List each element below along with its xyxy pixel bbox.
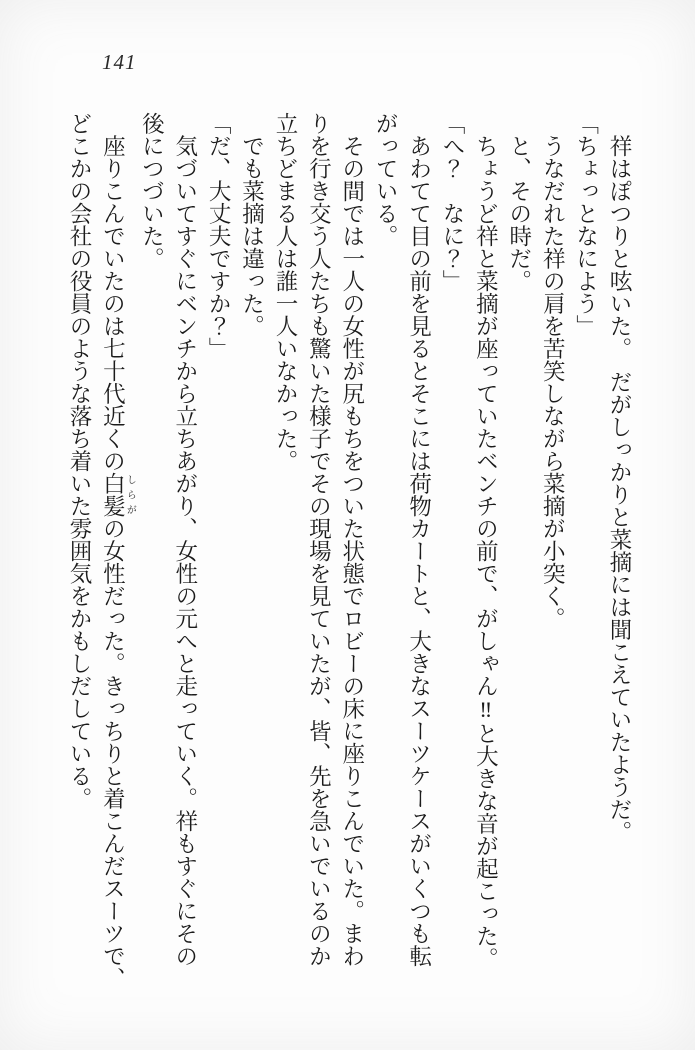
text-column: りを行き交う人たちも驚いた様子でその現場を見ていたが、皆、先を急いでいるのか [306,112,332,967]
ruby-text: しらが [124,472,136,517]
text-column: 「だ、大丈夫ですか？」 [206,112,232,360]
page-number: 141 [102,50,137,74]
text-column: 祥はぽつりと呟いた。 だがしっかりと菜摘には聞こえていたようだ。 [607,112,632,844]
text-column: 「ちょっとなによう」 [573,112,599,337]
text-column: がっている。 [373,112,399,247]
text-segment: 座りこんでいたのは七十代近くの [100,112,126,472]
text-column: でも菜摘は違った。 [239,112,265,337]
text-column: その間では一人の女性が尻もちをついた状態でロビーの床に座りこんでいた。まわ [339,112,365,967]
text-column: 立ちどまる人は誰一人いなかった。 [272,112,298,472]
text-column-with-ruby [96,112,135,1002]
text-column: どこかの会社の役員のような落ち着いた雰囲気をかもしだしている。 [67,112,92,810]
text-column: ちょうど祥と菜摘が座っていたベンチの前で、がしゃん‼と大きな音が起こった。 [473,112,499,970]
text-column: うなだれた祥の肩を苦笑しながら菜摘が小突く。 [540,112,566,630]
text-column: あわてて目の前を見るとそこには荷物カートと、大きなスーツケースがいくつも転 [406,112,432,967]
ruby-annotation [100,472,136,517]
text-column: と、その時だ。 [506,112,532,292]
text-column: 気づいてすぐにベンチから立ちあがり、女性の元へと走っていく。祥もすぐにその [172,112,198,967]
text-column: 後につづいた。 [139,112,165,270]
text-segment: の女性だった。きっちりと着こんだスーツで、 [100,517,126,990]
ruby-base: 白髪 [100,472,126,517]
text-column: 「へ？ なに？」 [439,112,465,292]
text-block [63,112,636,1002]
